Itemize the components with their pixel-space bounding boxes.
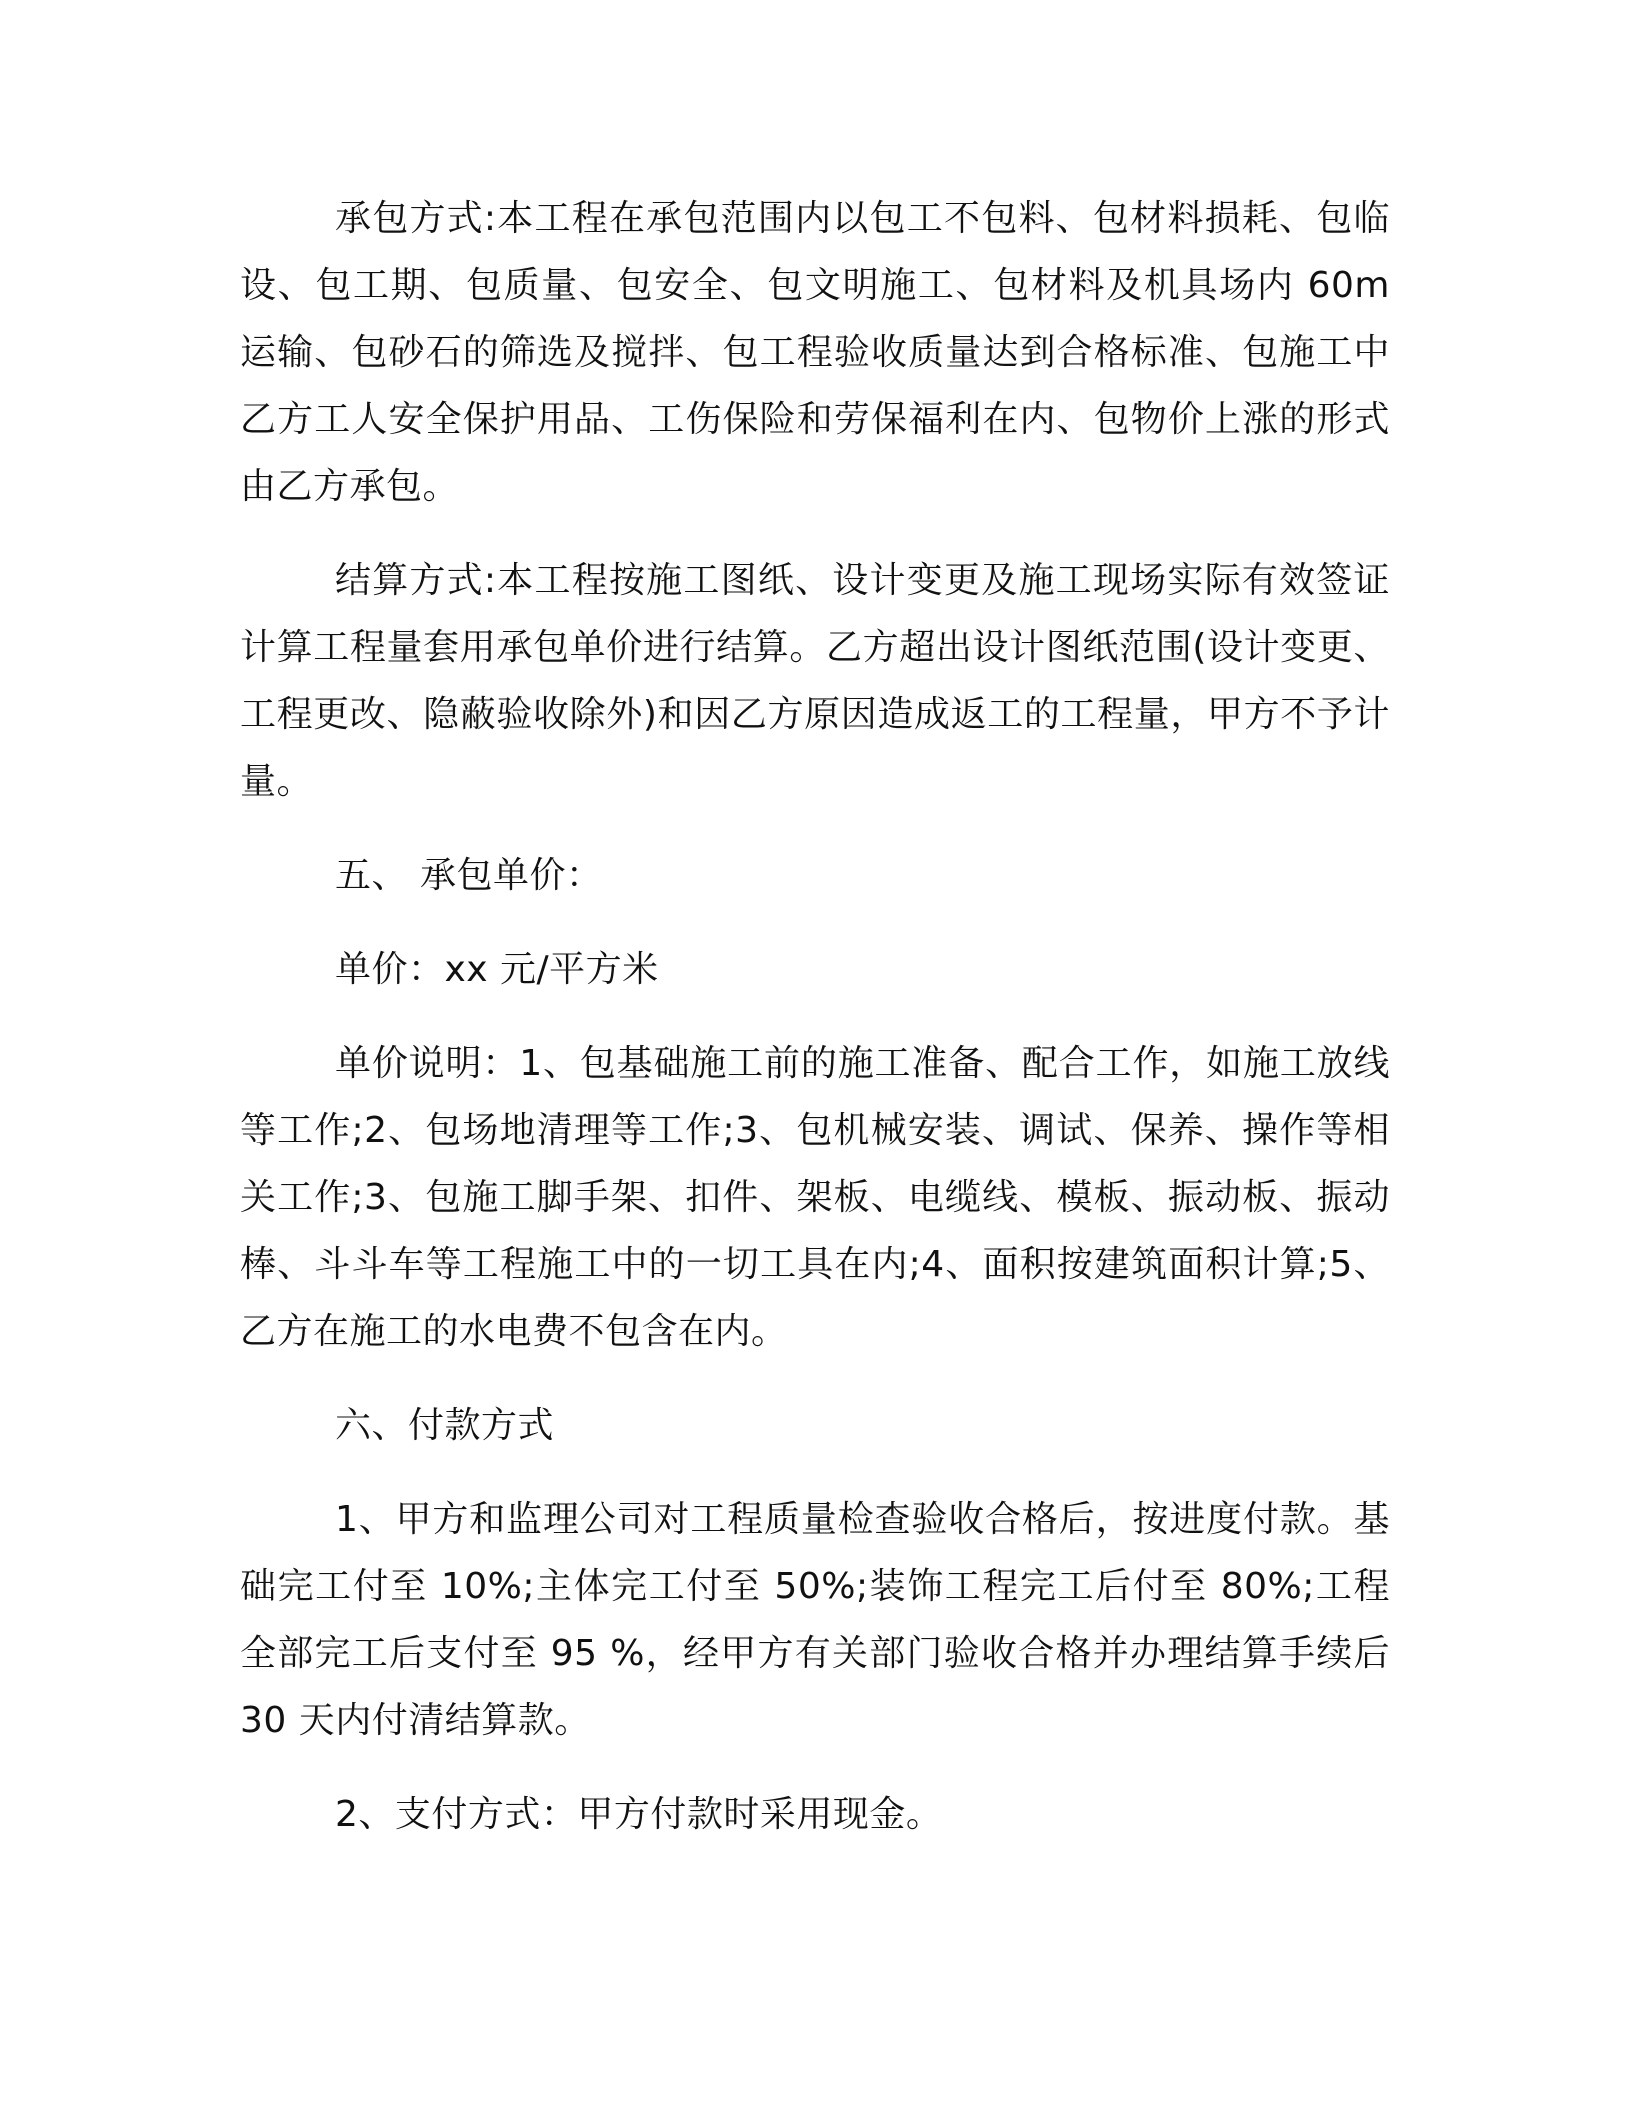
section-heading-payment-method: 六、付款方式 [335,1405,555,1446]
paragraph-payment-mode: 2、支付方式：甲方付款时采用现金。 [335,1794,943,1835]
paragraph-unit-price: 单价：xx 元/平方米 [335,949,659,990]
document-page [240,185,1390,1848]
paragraph-contract-method: 承包方式:本工程在承包范围内以包工不包料、包材料损耗、包临设、包工期、包质量、包安全、包文明施工、包材料及机具场内 60m 运输、包砂石的筛选及搅拌、包工程验收质量达到合格标准、包施工中乙方工人安全保护用品、工伤保险和劳保福利在内、包物价上涨的形式由乙方承包。 [240,198,1390,507]
paragraph-settlement-method: 结算方式:本工程按施工图纸、设计变更及施工现场实际有效签证计算工程量套用承包单价进行结算。乙方超出设计图纸范围(设计变更、工程更改、隐蔽验收除外)和因乙方原因造成返工的工程量，甲方不予计量。 [240,560,1390,802]
section-heading-unit-price: 五、 承包单价： [335,855,603,896]
paragraph-payment-schedule: 1、甲方和监理公司对工程质量检查验收合格后，按进度付款。基础完工付至 10%;主体完工付至 50%;装饰工程完工后付至 80%;工程全部完工后支付至 95 %，经甲方有关部门验收合格并办理结算手续后 30 天内付清结算款。 [240,1499,1390,1741]
paragraph-unit-price-notes: 单价说明：1、包基础施工前的施工准备、配合工作，如施工放线等工作;2、包场地清理等工作;3、包机械安装、调试、保养、操作等相关工作;3、包施工脚手架、扣件、架板、电缆线、模板、振动板、振动棒、斗斗车等工程施工中的一切工具在内;4、面积按建筑面积计算;5、乙方在施工的水电费不包含在内。 [240,1043,1390,1352]
